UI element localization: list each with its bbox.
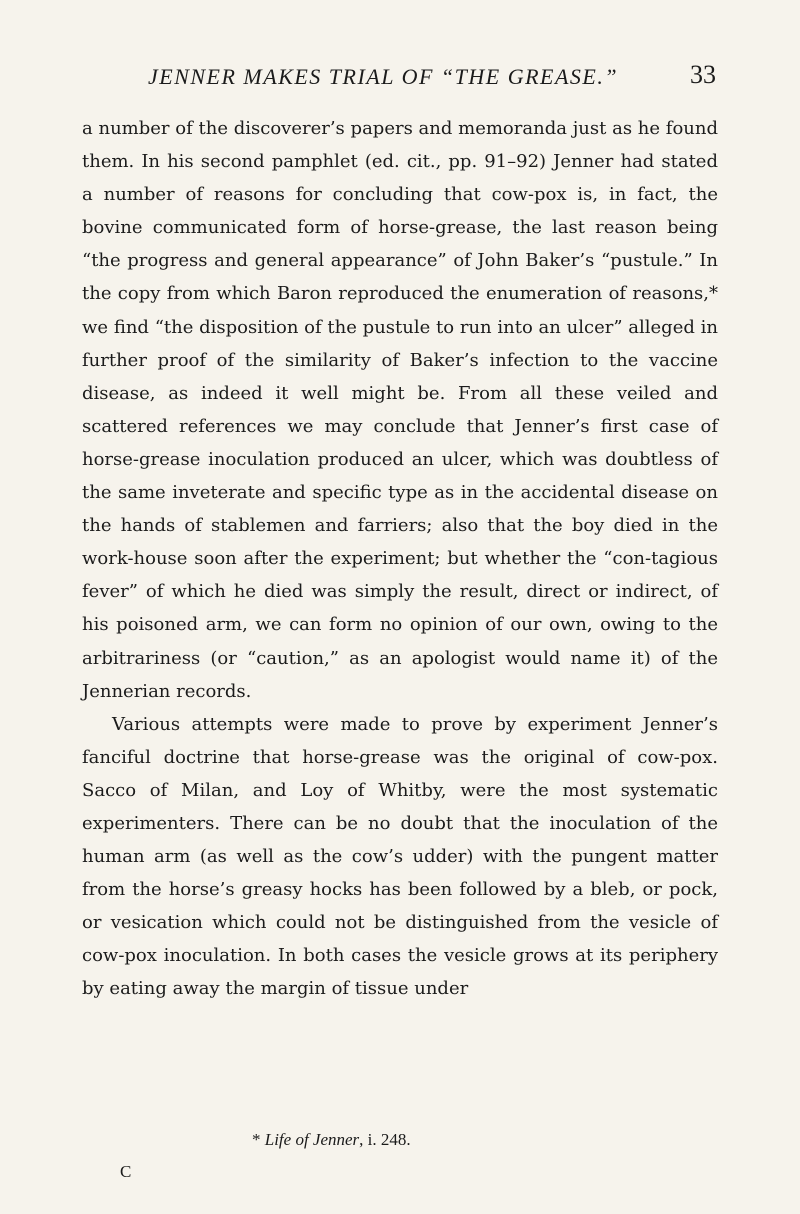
paragraph-continued: a number of the discoverer’s papers and memoranda just as he found them. In his second pamphlet (ed. cit., pp. 91–92) Jenner had stated a number of reasons for concluding that cow-pox is, in fact, the bovine communicated form of horse-grease, the last reason being “the progress and general appearance” of John Baker’s “pustule.” In the copy from which Baron reproduced the enumeration of reasons,* we find “the disposition of the pustule to run into an ulcer” alleged in further proof of the similarity of Baker’s infection to the vaccine disease, as indeed it well might be. From all these veiled and scattered references we may conclude that Jenner’s first case of horse-grease inoculation produced an ulcer, which was doubtless of the same inveterate and specific type as in the accidental disease on the hands of stablemen and farriers; also that the boy died in the work-house soon after the experiment; but whether the “con-tagious fever” of which he died was simply the result, direct or indirect, of his poisoned arm, we can form no opinion of our own, owing to the arbitrariness (or “caution,” as an apologist would name it) of the Jennerian records. [82,118,718,702]
footnote-marker: * [252,1130,261,1149]
body-text [82,112,718,1006]
footnote-title: Life of Jenner [264,1130,360,1149]
running-head: JENNER MAKES TRIAL OF “THE GREASE.” [148,64,619,89]
signature-mark: C [120,1162,132,1181]
page-number: 33 [690,60,716,89]
paragraph-experiments: Various attempts were made to prove by experiment Jenner’s fanciful doctrine that horse-grease was the original of cow-pox. Sacco of Milan, and Loy of Whitby, were the most systematic experimenters. There can be no doubt that the inoculation of the human arm (as well as the cow’s udder) with the pungent matter from the horse’s greasy hocks has been followed by a bleb, or pock, or vesication which could not be distinguished from the vesicle of cow-pox inoculation. In both cases the vesicle grows at its periphery by eating away the margin of tissue under [82,713,718,1000]
footnote-reference: , i. 248. [359,1130,411,1149]
footnote [252,1130,411,1150]
